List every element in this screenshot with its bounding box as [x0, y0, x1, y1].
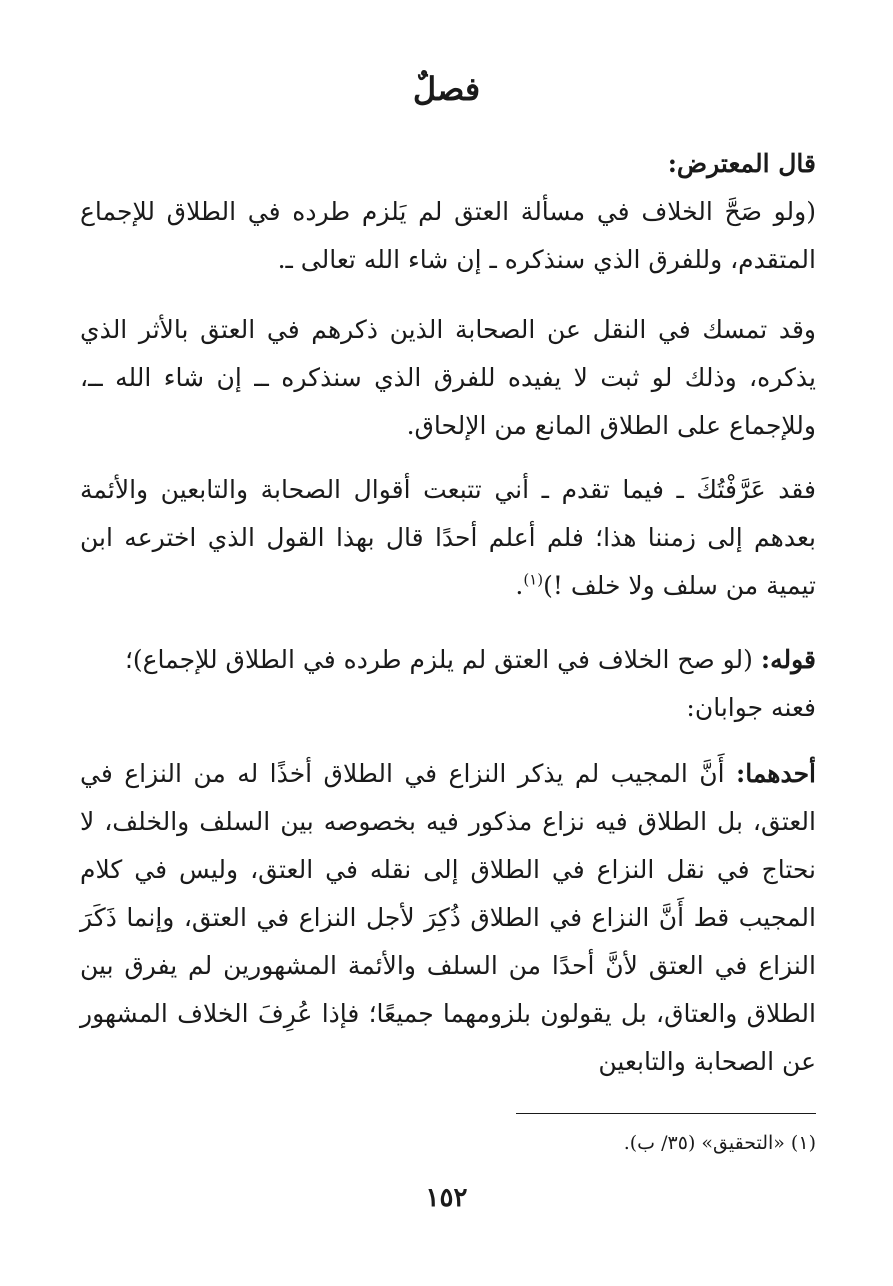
objector-label: قال المعترض:	[667, 149, 816, 178]
page-number: ١٥٢	[425, 1183, 468, 1213]
first-answer-text: أَنَّ المجيب لم يذكر النزاع في الطلاق أخذًا له من النزاع في العتق، بل الطلاق فيه نزاع مذكور فيه بخصوصه بين السلف والخلف، لا نحتاج في نقل النزاع في الطلاق إلى نقله في العتق، وليس في كلام المجيب قط أَنَّ النزاع في الطلاق ذُكِرَ لأجل النزاع في العتق، وإنما ذَكَرَ النزاع في العتق لأنَّ أحدًا من السلف والأئمة المشهورين لم يفرق بين الطلاق والعتاق، بل يقولون بلزومهما جميعًا؛ فإذا عُرِفَ الخلاف المشهور عن الصحابة والتابعين	[80, 759, 816, 1076]
paragraph-text: فقد عَرَّفْتُكَ ـ فيما تقدم ـ أني تتبعت أقوال الصحابة والتابعين والأئمة بعدهم إلى زمننا هذا؛ فلم أعلم أحدًا قال بهذا القول الذي اخترعه ابن تيمية من سلف ولا خلف !)	[80, 475, 816, 600]
footnote-reference: (١)	[523, 570, 544, 589]
body-paragraph-1: وقد تمسك في النقل عن الصحابة الذين ذكرهم في العتق بالأثر الذي يذكره، وذلك لو ثبت لا يفيده للفرق الذي سنذكره ــ إن شاء الله ــ، وللإجماع على الطلاق المانع من الإلحاق.	[80, 315, 816, 440]
section-title: فصلٌ	[412, 70, 481, 108]
statement-paragraph	[80, 636, 816, 684]
first-answer-paragraph	[80, 750, 816, 1086]
first-answer-lead: أحدهما:	[735, 759, 816, 788]
quote-paragraph: (ولو صَحَّ الخلاف في مسألة العتق لم يَلزم طرده في الطلاق للإجماع المتقدم، وللفرق الذي سنذكره ـ إن شاء الله تعالى ـ.	[80, 197, 816, 274]
statement-text: (لو صح الخلاف في العتق لم يلزم طرده في الطلاق للإجماع)؛	[124, 645, 761, 674]
footnote: (١) «التحقيق» (٣٥/ ب).	[623, 1132, 816, 1154]
body-paragraph-2	[80, 466, 816, 610]
statement-lead: قوله:	[760, 645, 816, 674]
footnote-divider	[516, 1113, 816, 1114]
answers-intro: فعنه جوابان:	[686, 693, 816, 722]
paragraph-end: .	[515, 571, 524, 600]
